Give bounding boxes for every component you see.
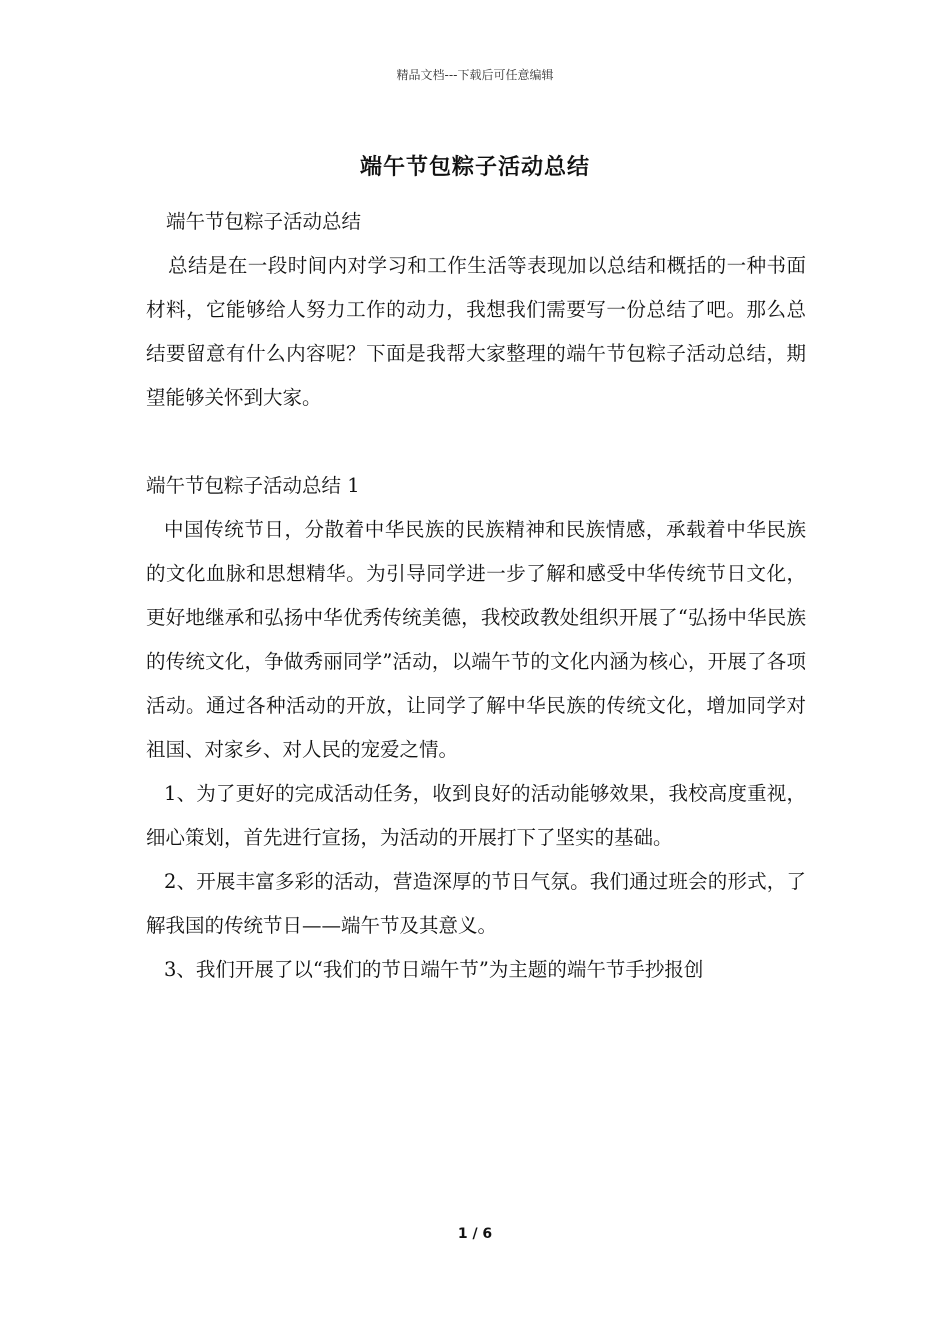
- body-paragraph: 3、我们开展了以“我们的节日端午节”为主题的端午节手抄报创: [164, 958, 704, 981]
- document-body: [146, 200, 806, 992]
- body-paragraph: 2、开展丰富多彩的活动，营造深厚的节日气氛。我们通过班会的形式，了解我国的传统节日——端午节及其意义。: [146, 870, 806, 937]
- document-subtitle: 端午节包粽子活动总结: [166, 210, 362, 233]
- page-header: 精品文档---下载后可任意编辑: [396, 68, 554, 82]
- body-paragraph: 中国传统节日，分散着中华民族的民族精神和民族情感，承载着中华民族的文化血脉和思想精华。为引导同学进一步了解和感受中华传统节日文化，更好地继承和弘扬中华优秀传统美德，我校政教处组织开展了“弘扬中华民族的传统文化，争做秀丽同学”活动，以端午节的文化内涵为核心，开展了各项活动。通过各种活动的开放，让同学了解中华民族的传统文化，增加同学对祖国、对家乡、对人民的宠爱之情。: [146, 518, 806, 761]
- section-heading: 端午节包粽子活动总结 1: [146, 474, 360, 497]
- intro-paragraph: 总结是在一段时间内对学习和工作生活等表现加以总结和概括的一种书面材料，它能够给人努力工作的动力，我想我们需要写一份总结了吧。那么总结要留意有什么内容呢？下面是我帮大家整理的端午节包粽子活动总结，期望能够关怀到大家。: [146, 254, 806, 409]
- page-number: 1 / 6: [457, 1226, 493, 1242]
- document-title: 端午节包粽子活动总结: [359, 154, 590, 180]
- body-paragraph: 1、为了更好的完成活动任务，收到良好的活动能够效果，我校高度重视，细心策划，首先进行宣扬，为活动的开展打下了坚实的基础。: [146, 782, 806, 849]
